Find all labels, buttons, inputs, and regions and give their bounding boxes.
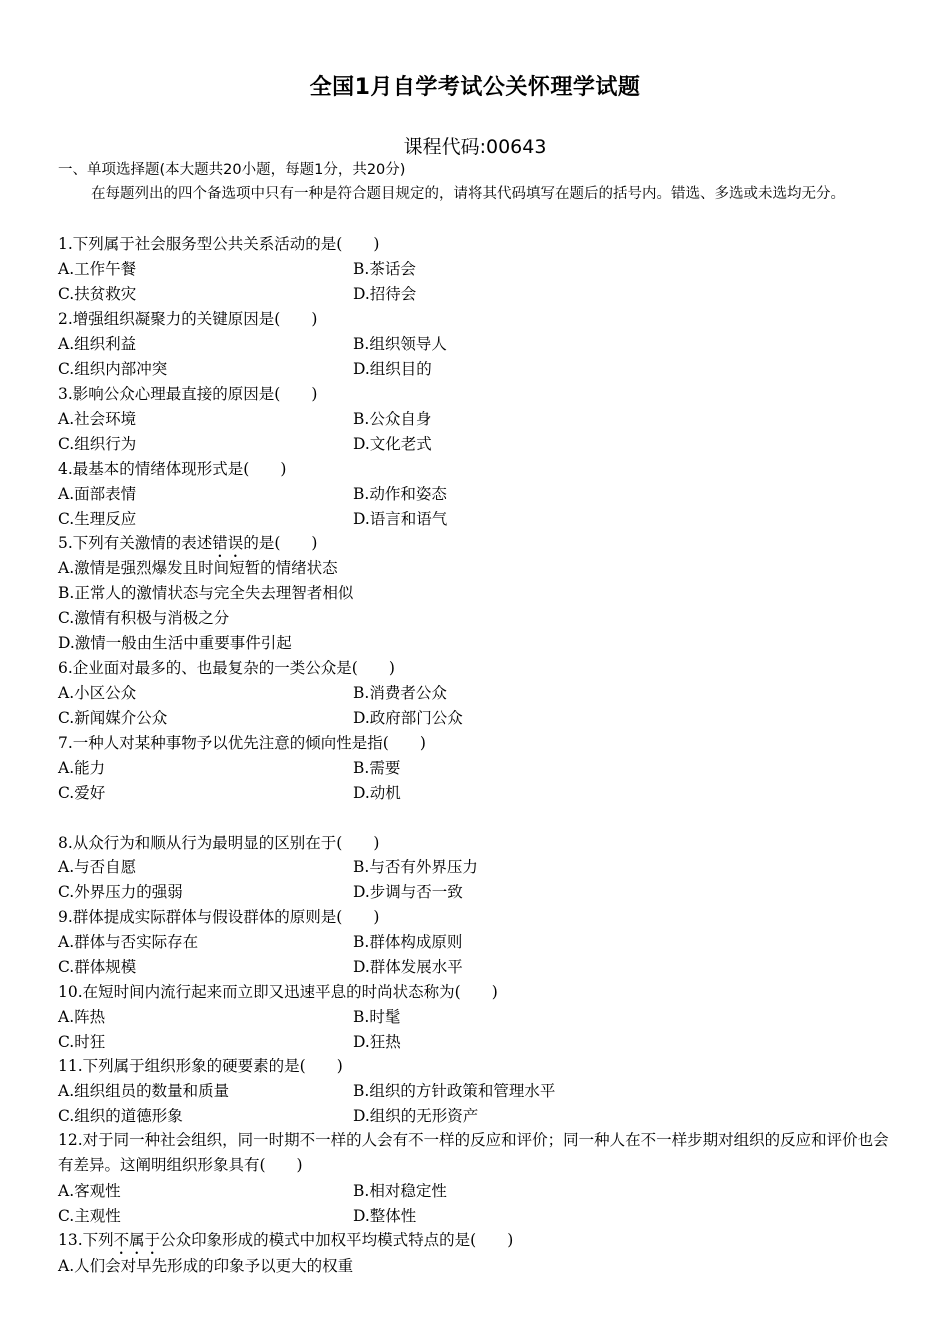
- option-d: D.语言和语气: [353, 510, 448, 528]
- option-b: B.公众自身: [353, 410, 432, 428]
- option-a: A.社会环境: [58, 410, 137, 428]
- page-title: 全国1月自学考试公关怀理学试题: [309, 75, 641, 100]
- option-a: A.客观性: [58, 1182, 121, 1200]
- option-a: A.组织组员的数量和质量: [58, 1082, 230, 1100]
- option-d: D.狂热: [353, 1033, 401, 1051]
- option-b: B.组织领导人: [353, 335, 447, 353]
- question-4: 4.最基本的情绪体现形式是( ): [58, 460, 287, 478]
- option-b: B.群体构成原则: [353, 933, 463, 951]
- option-a: A.人们会对早先形成的印象予以更大的权重: [58, 1257, 354, 1275]
- question-text: 5.下列有关激情的表述: [58, 534, 213, 552]
- option-d: D.招待会: [353, 285, 417, 303]
- emphasized-word: 错误: [212, 534, 244, 552]
- question-10: 10.在短时间内流行起来而立即又迅速平息的时尚状态称为( ): [58, 983, 498, 1001]
- option-c: C.激情有积极与消极之分: [58, 609, 230, 627]
- option-d: D.组织目的: [353, 360, 432, 378]
- question-12: 12.对于同一种社会组织，同一时期不一样的人会有不一样的反应和评价；同一种人在不一样步期对组织的反应和评价也会有差异。这阐明组织形象具有( ): [58, 1131, 889, 1174]
- option-a: A.能力: [58, 759, 106, 777]
- section-instruction: 在每题列出的四个备选项中只有一种是符合题目规定的，请将其代码填写在题后的括号内。错选、多选或未选均无分。: [91, 186, 845, 202]
- option-c: C.新闻媒介公众: [58, 709, 168, 727]
- option-a: A.小区公众: [58, 684, 137, 702]
- option-c: C.时狂: [58, 1033, 106, 1051]
- option-d: D.整体性: [353, 1207, 417, 1225]
- option-b: B.正常人的激情状态与完全失去理智者相似: [58, 584, 354, 602]
- emphasized-word: 不属于: [113, 1231, 161, 1249]
- option-a: A.工作午餐: [58, 260, 137, 278]
- question-3: 3.影响公众心理最直接的原因是( ): [58, 385, 318, 403]
- option-c: C.外界压力的强弱: [58, 883, 183, 901]
- question-11: 11.下列属于组织形象的硬要素的是( ): [58, 1057, 343, 1075]
- question-6: 6.企业面对最多的、也最复杂的一类公众是( ): [58, 659, 395, 677]
- option-c: C.生理反应: [58, 510, 137, 528]
- section-heading: 一、单项选择题(本大题共20小题，每题1分，共20分): [58, 162, 406, 178]
- option-b: B.茶话会: [353, 260, 416, 278]
- option-c: C.组织的道德形象: [58, 1107, 183, 1125]
- question-text: 的是( ): [243, 534, 318, 552]
- option-a: A.面部表情: [58, 485, 137, 503]
- option-b: B.消费者公众: [353, 684, 447, 702]
- option-b: B.与否有外界压力: [353, 858, 478, 876]
- question-8: 8.从众行为和顺从行为最明显的区别在于( ): [58, 834, 380, 852]
- option-b: B.相对稳定性: [353, 1182, 447, 1200]
- option-d: D.激情一般由生活中重要事件引起: [58, 634, 292, 652]
- option-c: C.主观性: [58, 1207, 121, 1225]
- question-13: [58, 1230, 513, 1258]
- option-d: D.动机: [353, 784, 401, 802]
- option-c: C.群体规模: [58, 958, 137, 976]
- option-d: D.政府部门公众: [353, 709, 463, 727]
- option-c: C.扶贫救灾: [58, 285, 137, 303]
- option-a: A.群体与否实际存在: [58, 933, 199, 951]
- option-c: C.爱好: [58, 784, 106, 802]
- option-c: C.组织内部冲突: [58, 360, 168, 378]
- option-d: D.步调与否一致: [353, 883, 463, 901]
- option-d: D.群体发展水平: [353, 958, 463, 976]
- question-2: 2.增强组织凝聚力的关键原因是( ): [58, 310, 318, 328]
- option-b: B.需要: [353, 759, 401, 777]
- question-5: [58, 533, 317, 561]
- option-d: D.文化老式: [353, 435, 432, 453]
- question-text: 公众印象形成的模式中加权平均模式特点的是( ): [160, 1231, 514, 1249]
- option-c: C.组织行为: [58, 435, 137, 453]
- question-7: 7.一种人对某种事物予以优先注意的倾向性是指( ): [58, 734, 426, 752]
- question-9: 9.群体提成实际群体与假设群体的原则是( ): [58, 908, 380, 926]
- option-a: A.激情是强烈爆发且时间短暂的情绪状态: [58, 559, 338, 577]
- option-b: B.组织的方针政策和管理水平: [353, 1082, 556, 1100]
- course-code: 课程代码:00643: [403, 136, 547, 158]
- option-b: B.动作和姿态: [353, 485, 447, 503]
- option-a: A.组织利益: [58, 335, 137, 353]
- option-a: A.阵热: [58, 1008, 106, 1026]
- option-b: B.时髦: [353, 1008, 401, 1026]
- option-a: A.与否自愿: [58, 858, 137, 876]
- question-text: 13.下列: [58, 1231, 114, 1249]
- question-1: 1.下列属于社会服务型公共关系活动的是( ): [58, 235, 380, 253]
- option-d: D.组织的无形资产: [353, 1107, 479, 1125]
